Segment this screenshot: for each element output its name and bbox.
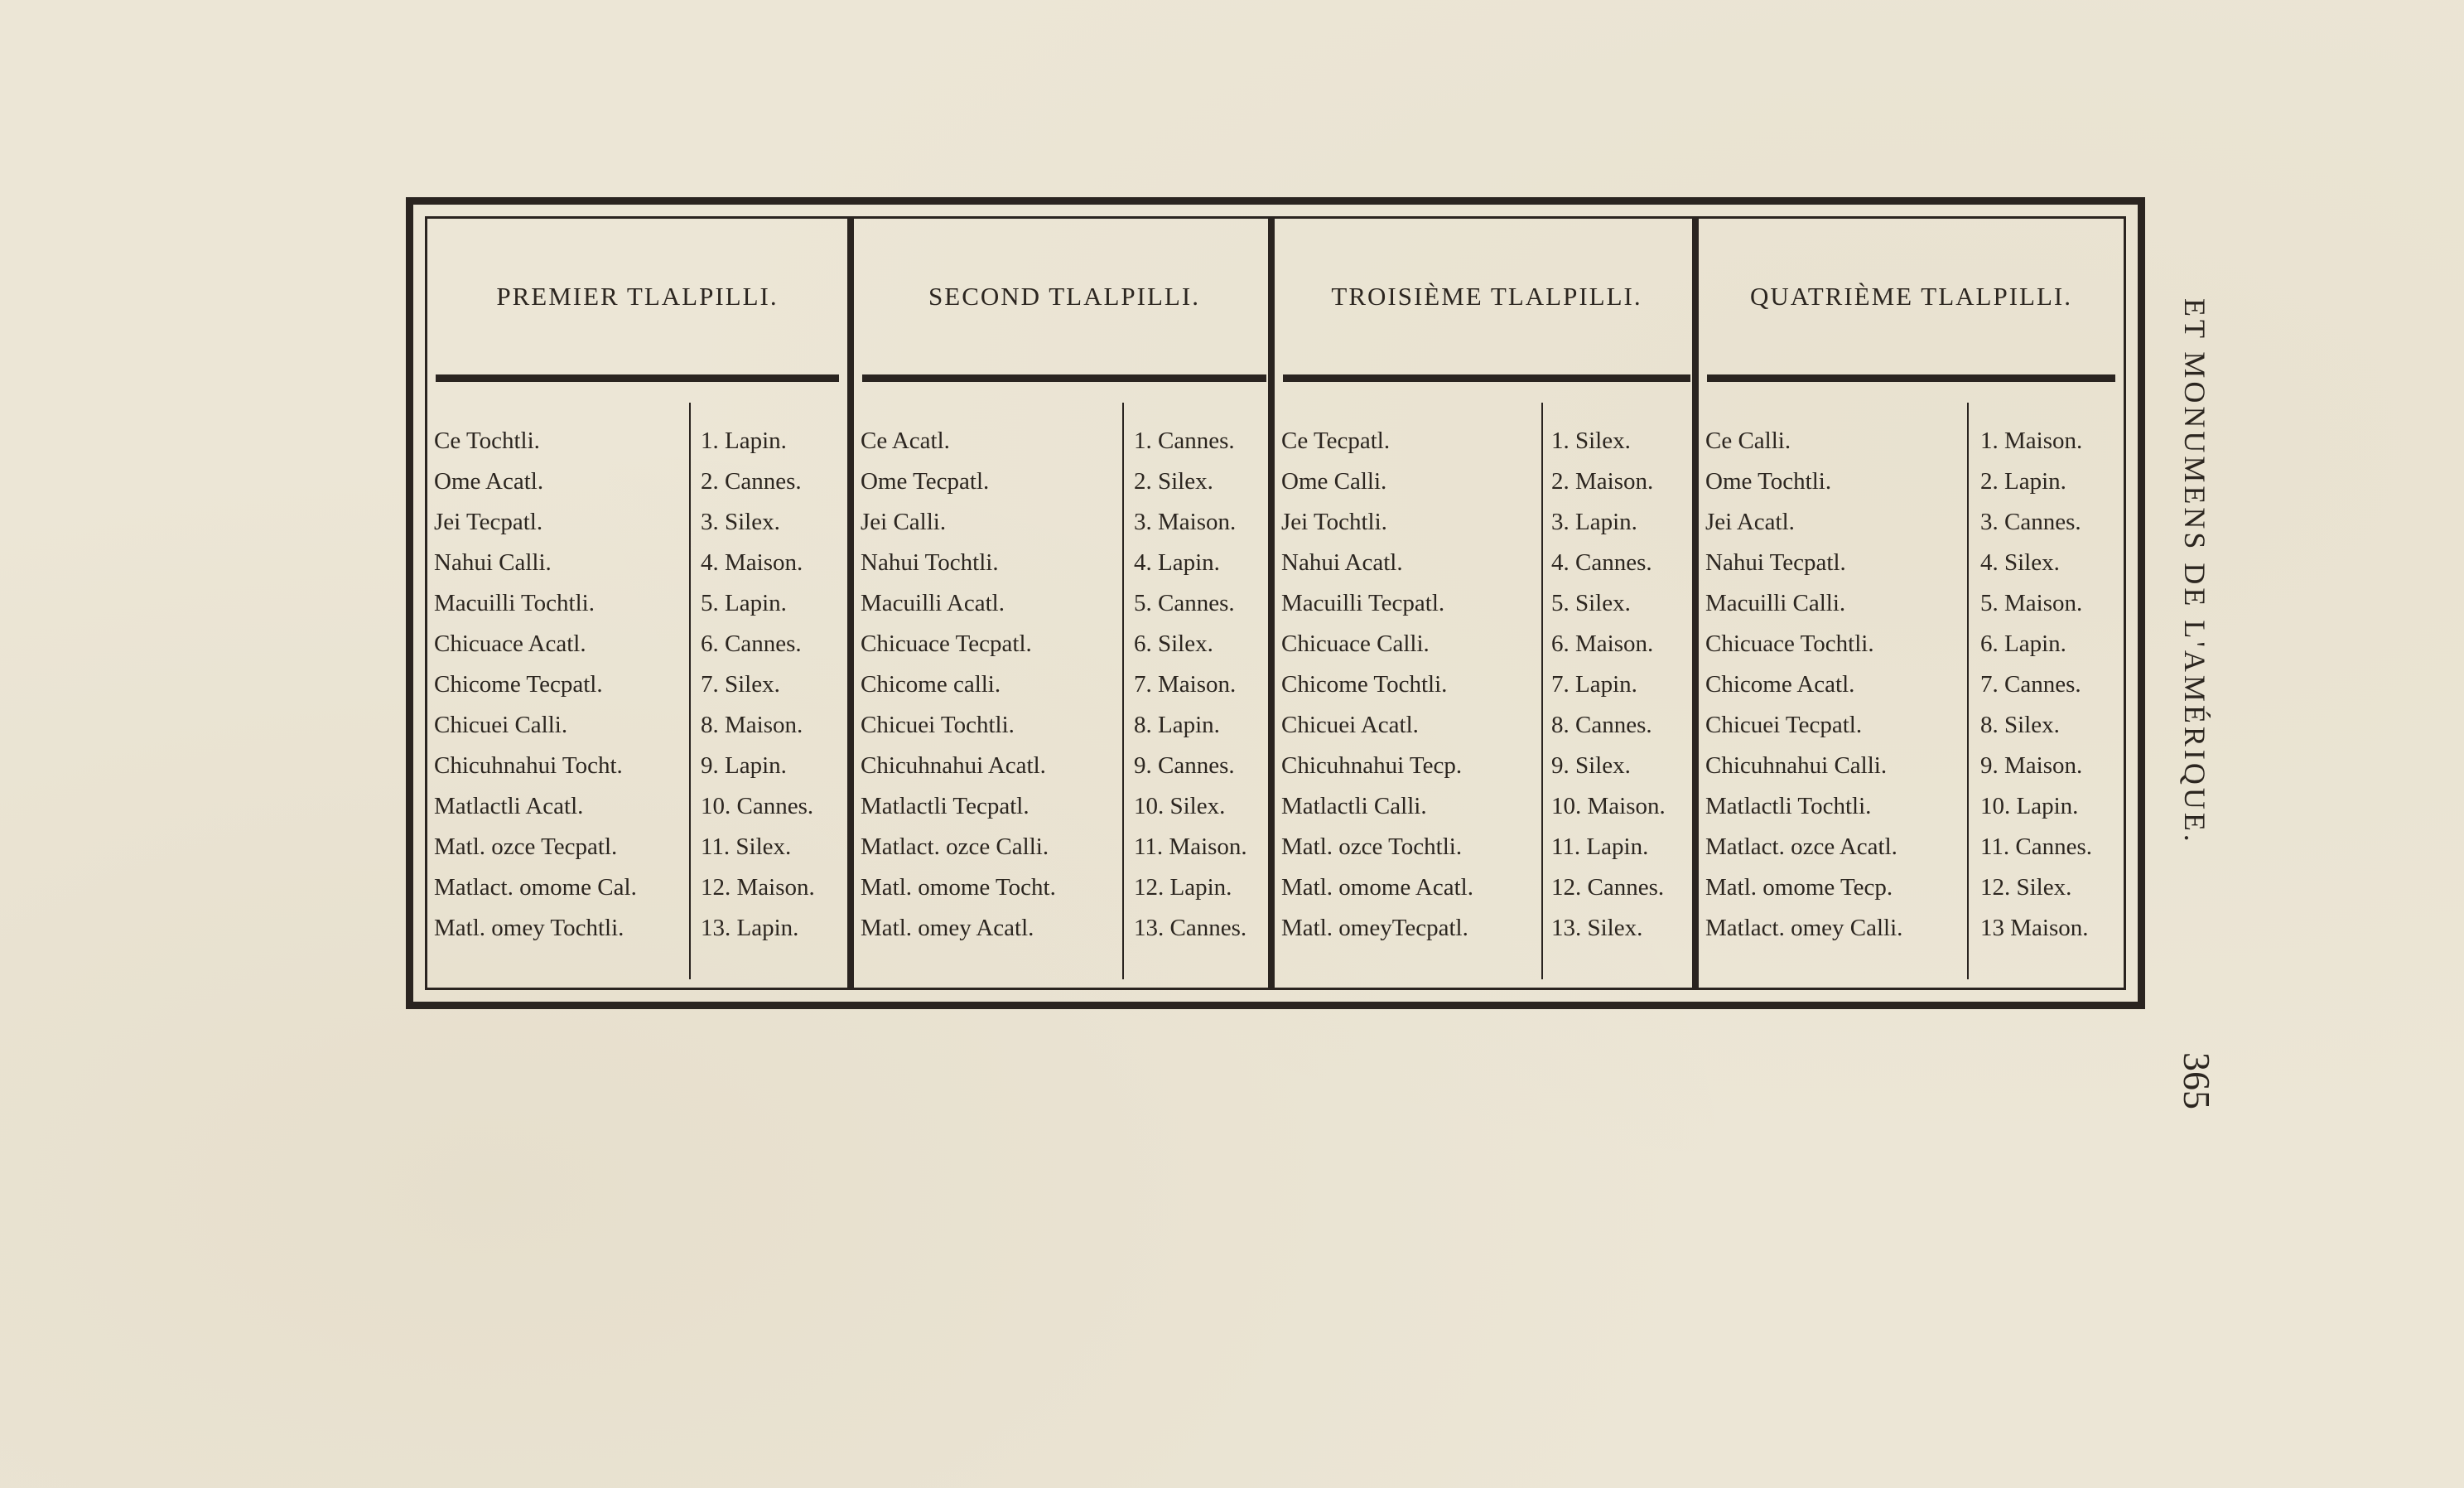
day-name: Jei Acatl.: [1705, 509, 1795, 535]
day-name: Ome Calli.: [1281, 468, 1387, 495]
day-name: Ome Acatl.: [434, 468, 544, 495]
day-sign: 3. Cannes.: [1980, 509, 2081, 535]
column-rows: [427, 428, 847, 955]
day-name: Chicuei Tecpatl.: [1705, 712, 1863, 738]
heading-rule: [436, 374, 839, 382]
table-row: [427, 549, 847, 590]
table-row: [1699, 630, 2124, 671]
day-sign: 8. Lapin.: [1134, 712, 1220, 738]
day-name: Matl. ozce Tochtli.: [1281, 833, 1463, 860]
day-sign: 3. Lapin.: [1551, 509, 1637, 535]
day-sign: 9. Maison.: [1980, 752, 2083, 779]
table-row: [1699, 793, 2124, 833]
day-sign: 1. Lapin.: [701, 428, 787, 454]
day-sign: 6. Cannes.: [701, 630, 802, 657]
column-rows: [1699, 428, 2124, 955]
day-name: Matl. ozce Tecpatl.: [434, 833, 618, 860]
heading-rule: [862, 374, 1266, 382]
table-row: [854, 915, 1275, 955]
day-sign: 10. Cannes.: [701, 793, 814, 819]
calendar-table: [406, 197, 2145, 1009]
day-name: Jei Calli.: [861, 509, 947, 535]
table-row: [1275, 671, 1699, 712]
table-row: [427, 468, 847, 509]
table-row: [1275, 712, 1699, 752]
table-row: [1275, 752, 1699, 793]
day-sign: 2. Cannes.: [701, 468, 802, 495]
table-row: [854, 874, 1275, 915]
day-name: Nahui Tecpatl.: [1705, 549, 1846, 576]
day-sign: 13. Silex.: [1551, 915, 1643, 941]
table-row: [427, 630, 847, 671]
day-name: Chicuace Calli.: [1281, 630, 1430, 657]
day-name: Chicuhnahui Acatl.: [861, 752, 1046, 779]
day-sign: 8. Silex.: [1980, 712, 2060, 738]
day-name: Macuilli Calli.: [1705, 590, 1846, 616]
day-name: Matlact. omome Cal.: [434, 874, 637, 901]
table-row: [1699, 833, 2124, 874]
table-row: [427, 590, 847, 630]
day-name: Chicuhnahui Calli.: [1705, 752, 1888, 779]
day-name: Ome Tochtli.: [1705, 468, 1832, 495]
day-sign: 10. Lapin.: [1980, 793, 2079, 819]
table-row: [1699, 752, 2124, 793]
day-sign: 1. Silex.: [1551, 428, 1631, 454]
day-name: Jei Tochtli.: [1281, 509, 1387, 535]
day-sign: 5. Lapin.: [701, 590, 787, 616]
day-name: Matlactli Acatl.: [434, 793, 584, 819]
day-sign: 13. Lapin.: [701, 915, 799, 941]
table-row: [1699, 509, 2124, 549]
day-sign: 11. Lapin.: [1551, 833, 1649, 860]
day-name: Chicome Acatl.: [1705, 671, 1855, 698]
day-name: Chicuei Calli.: [434, 712, 568, 738]
day-sign: 13 Maison.: [1980, 915, 2089, 941]
table-row: [427, 793, 847, 833]
running-title-container: [2170, 298, 2220, 961]
day-sign: 4. Cannes.: [1551, 549, 1652, 576]
day-sign: 5. Silex.: [1551, 590, 1631, 616]
table-row: [427, 874, 847, 915]
day-name: Ome Tecpatl.: [861, 468, 990, 495]
day-name: Chicuace Tecpatl.: [861, 630, 1032, 657]
day-name: Chicuei Tochtli.: [861, 712, 1015, 738]
day-name: Matlact. ozce Acatl.: [1705, 833, 1897, 860]
day-name: Chicome Tochtli.: [1281, 671, 1448, 698]
day-name: Chicuace Tochtli.: [1705, 630, 1874, 657]
table-row: [854, 630, 1275, 671]
day-sign: 8. Maison.: [701, 712, 803, 738]
table-row: [1275, 468, 1699, 509]
day-sign: 1. Maison.: [1980, 428, 2083, 454]
day-name: Chicuhnahui Tocht.: [434, 752, 623, 779]
day-sign: 6. Lapin.: [1980, 630, 2066, 657]
day-sign: 10. Maison.: [1551, 793, 1666, 819]
day-name: Matl. omey Acatl.: [861, 915, 1034, 941]
column-second: [847, 219, 1275, 988]
day-name: Macuilli Tecpatl.: [1281, 590, 1445, 616]
table-row: [427, 428, 847, 468]
table-row: [1699, 428, 2124, 468]
day-name: Matl. omey Tochtli.: [434, 915, 624, 941]
table-row: [1699, 590, 2124, 630]
day-sign: 5. Cannes.: [1134, 590, 1235, 616]
day-name: Matl. omome Acatl.: [1281, 874, 1473, 901]
day-sign: 3. Maison.: [1134, 509, 1237, 535]
column-quatrieme: [1692, 219, 2124, 988]
table-row: [854, 468, 1275, 509]
table-row: [1699, 468, 2124, 509]
day-sign: 12. Cannes.: [1551, 874, 1665, 901]
day-sign: 9. Lapin.: [701, 752, 787, 779]
day-name: Chicuhnahui Tecp.: [1281, 752, 1463, 779]
day-name: Nahui Calli.: [434, 549, 552, 576]
day-name: Matl. omome Tecp.: [1705, 874, 1893, 901]
day-name: Matl. omeyTecpatl.: [1281, 915, 1468, 941]
table-row: [854, 752, 1275, 793]
day-sign: 3. Silex.: [701, 509, 780, 535]
table-row: [1699, 549, 2124, 590]
table-row: [854, 549, 1275, 590]
day-name: Matlact. ozce Calli.: [861, 833, 1049, 860]
day-sign: 4. Maison.: [701, 549, 803, 576]
day-name: Chicuace Acatl.: [434, 630, 586, 657]
table-inner-frame: [425, 216, 2126, 990]
table-row: [1275, 874, 1699, 915]
day-name: Matlactli Tecpatl.: [861, 793, 1029, 819]
table-row: [427, 915, 847, 955]
day-sign: 2. Lapin.: [1980, 468, 2066, 495]
day-name: Ce Tochtli.: [434, 428, 540, 454]
table-row: [1699, 874, 2124, 915]
day-name: Nahui Acatl.: [1281, 549, 1403, 576]
table-row: [854, 509, 1275, 549]
table-row: [1275, 793, 1699, 833]
day-name: Jei Tecpatl.: [434, 509, 543, 535]
table-row: [1699, 712, 2124, 752]
column-heading: PREMIER TLALPILLI.: [496, 282, 779, 311]
day-sign: 1. Cannes.: [1134, 428, 1235, 454]
table-row: [1275, 630, 1699, 671]
heading-rule: [1283, 374, 1690, 382]
table-row: [427, 671, 847, 712]
table-row: [854, 590, 1275, 630]
day-sign: 7. Lapin.: [1551, 671, 1637, 698]
day-name: Nahui Tochtli.: [861, 549, 999, 576]
day-name: Macuilli Tochtli.: [434, 590, 595, 616]
day-sign: 9. Cannes.: [1134, 752, 1235, 779]
table-row: [1275, 549, 1699, 590]
column-premier: [427, 219, 847, 988]
column-rows: [854, 428, 1275, 955]
column-heading: TROISIÈME TLALPILLI.: [1331, 282, 1642, 311]
page-number: 365: [2176, 1052, 2218, 1109]
table-row: [427, 752, 847, 793]
day-name: Matlactli Tochtli.: [1705, 793, 1872, 819]
heading-rule: [1707, 374, 2115, 382]
day-sign: 12. Silex.: [1980, 874, 2072, 901]
day-sign: 2. Silex.: [1134, 468, 1213, 495]
table-row: [427, 509, 847, 549]
table-row: [854, 793, 1275, 833]
day-sign: 4. Silex.: [1980, 549, 2060, 576]
day-sign: 7. Maison.: [1134, 671, 1237, 698]
day-sign: 12. Maison.: [701, 874, 815, 901]
column-heading: SECOND TLALPILLI.: [928, 282, 1200, 311]
day-name: Ce Tecpatl.: [1281, 428, 1391, 454]
day-name: Matl. omome Tocht.: [861, 874, 1056, 901]
day-name: Chicome calli.: [861, 671, 1001, 698]
day-sign: 5. Maison.: [1980, 590, 2083, 616]
day-name: Chicuei Acatl.: [1281, 712, 1419, 738]
column-rows: [1275, 428, 1699, 955]
table-row: [1275, 428, 1699, 468]
day-name: Matlact. omey Calli.: [1705, 915, 1903, 941]
day-name: Matlactli Calli.: [1281, 793, 1427, 819]
table-row: [427, 712, 847, 752]
day-name: Chicome Tecpatl.: [434, 671, 603, 698]
table-row: [854, 712, 1275, 752]
day-sign: 10. Silex.: [1134, 793, 1226, 819]
table-row: [1699, 915, 2124, 955]
day-sign: 2. Maison.: [1551, 468, 1654, 495]
day-sign: 9. Silex.: [1551, 752, 1631, 779]
day-name: Ce Acatl.: [861, 428, 950, 454]
day-sign: 12. Lapin.: [1134, 874, 1232, 901]
day-sign: 11. Maison.: [1134, 833, 1247, 860]
day-sign: 8. Cannes.: [1551, 712, 1652, 738]
table-row: [1275, 915, 1699, 955]
day-sign: 4. Lapin.: [1134, 549, 1220, 576]
table-row: [427, 833, 847, 874]
table-row: [1275, 509, 1699, 549]
day-sign: 7. Cannes.: [1980, 671, 2081, 698]
running-title: ET MONUMENS DE L'AMÉRIQUE.: [2178, 298, 2211, 845]
table-row: [1275, 833, 1699, 874]
day-sign: 13. Cannes.: [1134, 915, 1247, 941]
day-sign: 11. Silex.: [701, 833, 792, 860]
column-troisieme: [1268, 219, 1699, 988]
day-sign: 6. Maison.: [1551, 630, 1654, 657]
table-row: [854, 833, 1275, 874]
day-sign: 7. Silex.: [701, 671, 780, 698]
table-row: [854, 428, 1275, 468]
table-row: [1699, 671, 2124, 712]
day-sign: 6. Silex.: [1134, 630, 1213, 657]
day-name: Macuilli Acatl.: [861, 590, 1005, 616]
day-name: Ce Calli.: [1705, 428, 1791, 454]
day-sign: 11. Cannes.: [1980, 833, 2093, 860]
table-row: [1275, 590, 1699, 630]
table-row: [854, 671, 1275, 712]
column-heading: QUATRIÈME TLALPILLI.: [1750, 282, 2072, 311]
